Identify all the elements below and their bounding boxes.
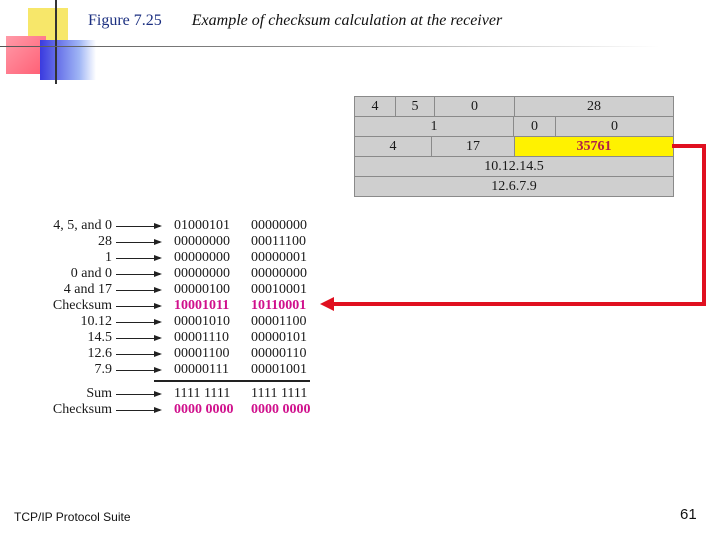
footer-book-title: TCP/IP Protocol Suite — [14, 510, 131, 524]
arrow-icon — [116, 226, 160, 227]
calc-row-label: 4, 5, and 0 — [53, 218, 112, 233]
calc-row — [20, 330, 340, 346]
calc-row-label: 10.12 — [80, 314, 112, 329]
calc-word-high: 00000000 — [174, 234, 230, 249]
header-row-2 — [355, 117, 673, 137]
arrow-icon — [116, 410, 160, 411]
result-word-high: 0000 0000 — [174, 402, 234, 417]
calc-row-checksum — [20, 298, 340, 314]
calc-word-low: 10110001 — [251, 298, 307, 313]
calc-word-low: 00000101 — [251, 330, 307, 345]
calc-row — [20, 266, 340, 282]
calc-row-label: 7.9 — [94, 362, 112, 377]
decor-vertical-line — [55, 0, 57, 84]
header-cell-source-address: 10.12.14.5 — [484, 159, 544, 174]
calc-word-low: 00001100 — [251, 314, 307, 329]
arrow-icon — [116, 322, 160, 323]
header-cell-protocol: 17 — [432, 137, 515, 156]
calc-row-label: 12.6 — [87, 346, 112, 361]
header-cell-version: 4 — [355, 97, 396, 116]
calc-word-high: 00001110 — [174, 330, 229, 345]
header-cell-destination-address: 12.6.7.9 — [491, 179, 537, 194]
calc-word-high: 00001010 — [174, 314, 230, 329]
arrow-icon — [116, 394, 160, 395]
calc-row — [20, 250, 340, 266]
header-row-4 — [355, 157, 673, 177]
sum-word-high: 1111 1111 — [174, 386, 231, 401]
header-cell-total-length: 28 — [587, 99, 601, 114]
calc-word-low: 00010001 — [251, 282, 307, 297]
header-row-5 — [355, 177, 673, 196]
header-cell-identification: 1 — [355, 117, 514, 136]
figure-number: Figure 7.25 — [88, 12, 162, 29]
arrow-icon — [116, 306, 160, 307]
result-word-low: 0000 0000 — [251, 402, 311, 417]
connector-segment-top — [672, 144, 704, 148]
calc-row — [20, 282, 340, 298]
connector-segment-bottom — [332, 302, 706, 306]
figure-title — [88, 12, 502, 30]
arrow-icon — [116, 290, 160, 291]
arrow-icon — [116, 370, 160, 371]
calc-row-label: Checksum — [52, 298, 112, 313]
calc-word-low: 00000110 — [251, 346, 307, 361]
header-cell-flags: 0 — [514, 117, 556, 136]
header-row-1 — [355, 97, 673, 117]
header-cell-checksum: 35761 — [515, 137, 673, 156]
calc-row-result — [20, 402, 340, 418]
calc-row-sum — [20, 386, 340, 402]
checksum-calculation — [20, 218, 340, 418]
arrow-icon — [116, 258, 160, 259]
calc-row — [20, 362, 340, 378]
calc-word-low: 00000000 — [251, 266, 307, 281]
calc-word-high: 10001011 — [174, 298, 230, 313]
sum-word-low: 1111 1111 — [251, 386, 308, 401]
calc-word-high: 00000100 — [174, 282, 230, 297]
header-row-3 — [355, 137, 673, 157]
header-cell-hlen: 5 — [396, 97, 435, 116]
header-cell-fragment-offset: 0 — [611, 119, 618, 134]
arrow-icon — [116, 354, 160, 355]
header-cell-ttl: 4 — [355, 137, 432, 156]
calc-word-low: 00000000 — [251, 218, 307, 233]
calc-word-low: 00011100 — [251, 234, 306, 249]
calc-word-high: 00000111 — [174, 362, 229, 377]
calc-row — [20, 346, 340, 362]
calc-row-label: 0 and 0 — [70, 266, 112, 281]
calc-word-high: 00000000 — [174, 266, 230, 281]
sum-divider-line — [154, 380, 310, 382]
calc-row-label: 1 — [105, 250, 112, 265]
calc-row — [20, 218, 340, 234]
calc-row — [20, 314, 340, 330]
calc-row-label: 4 and 17 — [63, 282, 112, 297]
calc-row-label: 14.5 — [87, 330, 112, 345]
calc-word-low: 00000001 — [251, 250, 307, 265]
header-cell-service: 0 — [435, 97, 515, 116]
ip-header-table — [354, 96, 674, 197]
calc-row-label: 28 — [98, 234, 112, 249]
arrow-icon — [116, 338, 160, 339]
decor-horizontal-line — [0, 46, 660, 47]
calc-word-low: 00001001 — [251, 362, 307, 377]
calc-row — [20, 234, 340, 250]
sum-label: Sum — [86, 386, 112, 401]
figure-caption: Example of checksum calculation at the receiver — [191, 12, 503, 29]
arrow-icon — [116, 242, 160, 243]
page-number: 61 — [680, 506, 697, 523]
calc-word-high: 00001100 — [174, 346, 230, 361]
result-label: Checksum — [52, 402, 112, 417]
calc-word-high: 01000101 — [174, 218, 230, 233]
connector-segment-vertical — [702, 144, 706, 306]
arrow-icon — [116, 274, 160, 275]
calc-word-high: 00000000 — [174, 250, 230, 265]
